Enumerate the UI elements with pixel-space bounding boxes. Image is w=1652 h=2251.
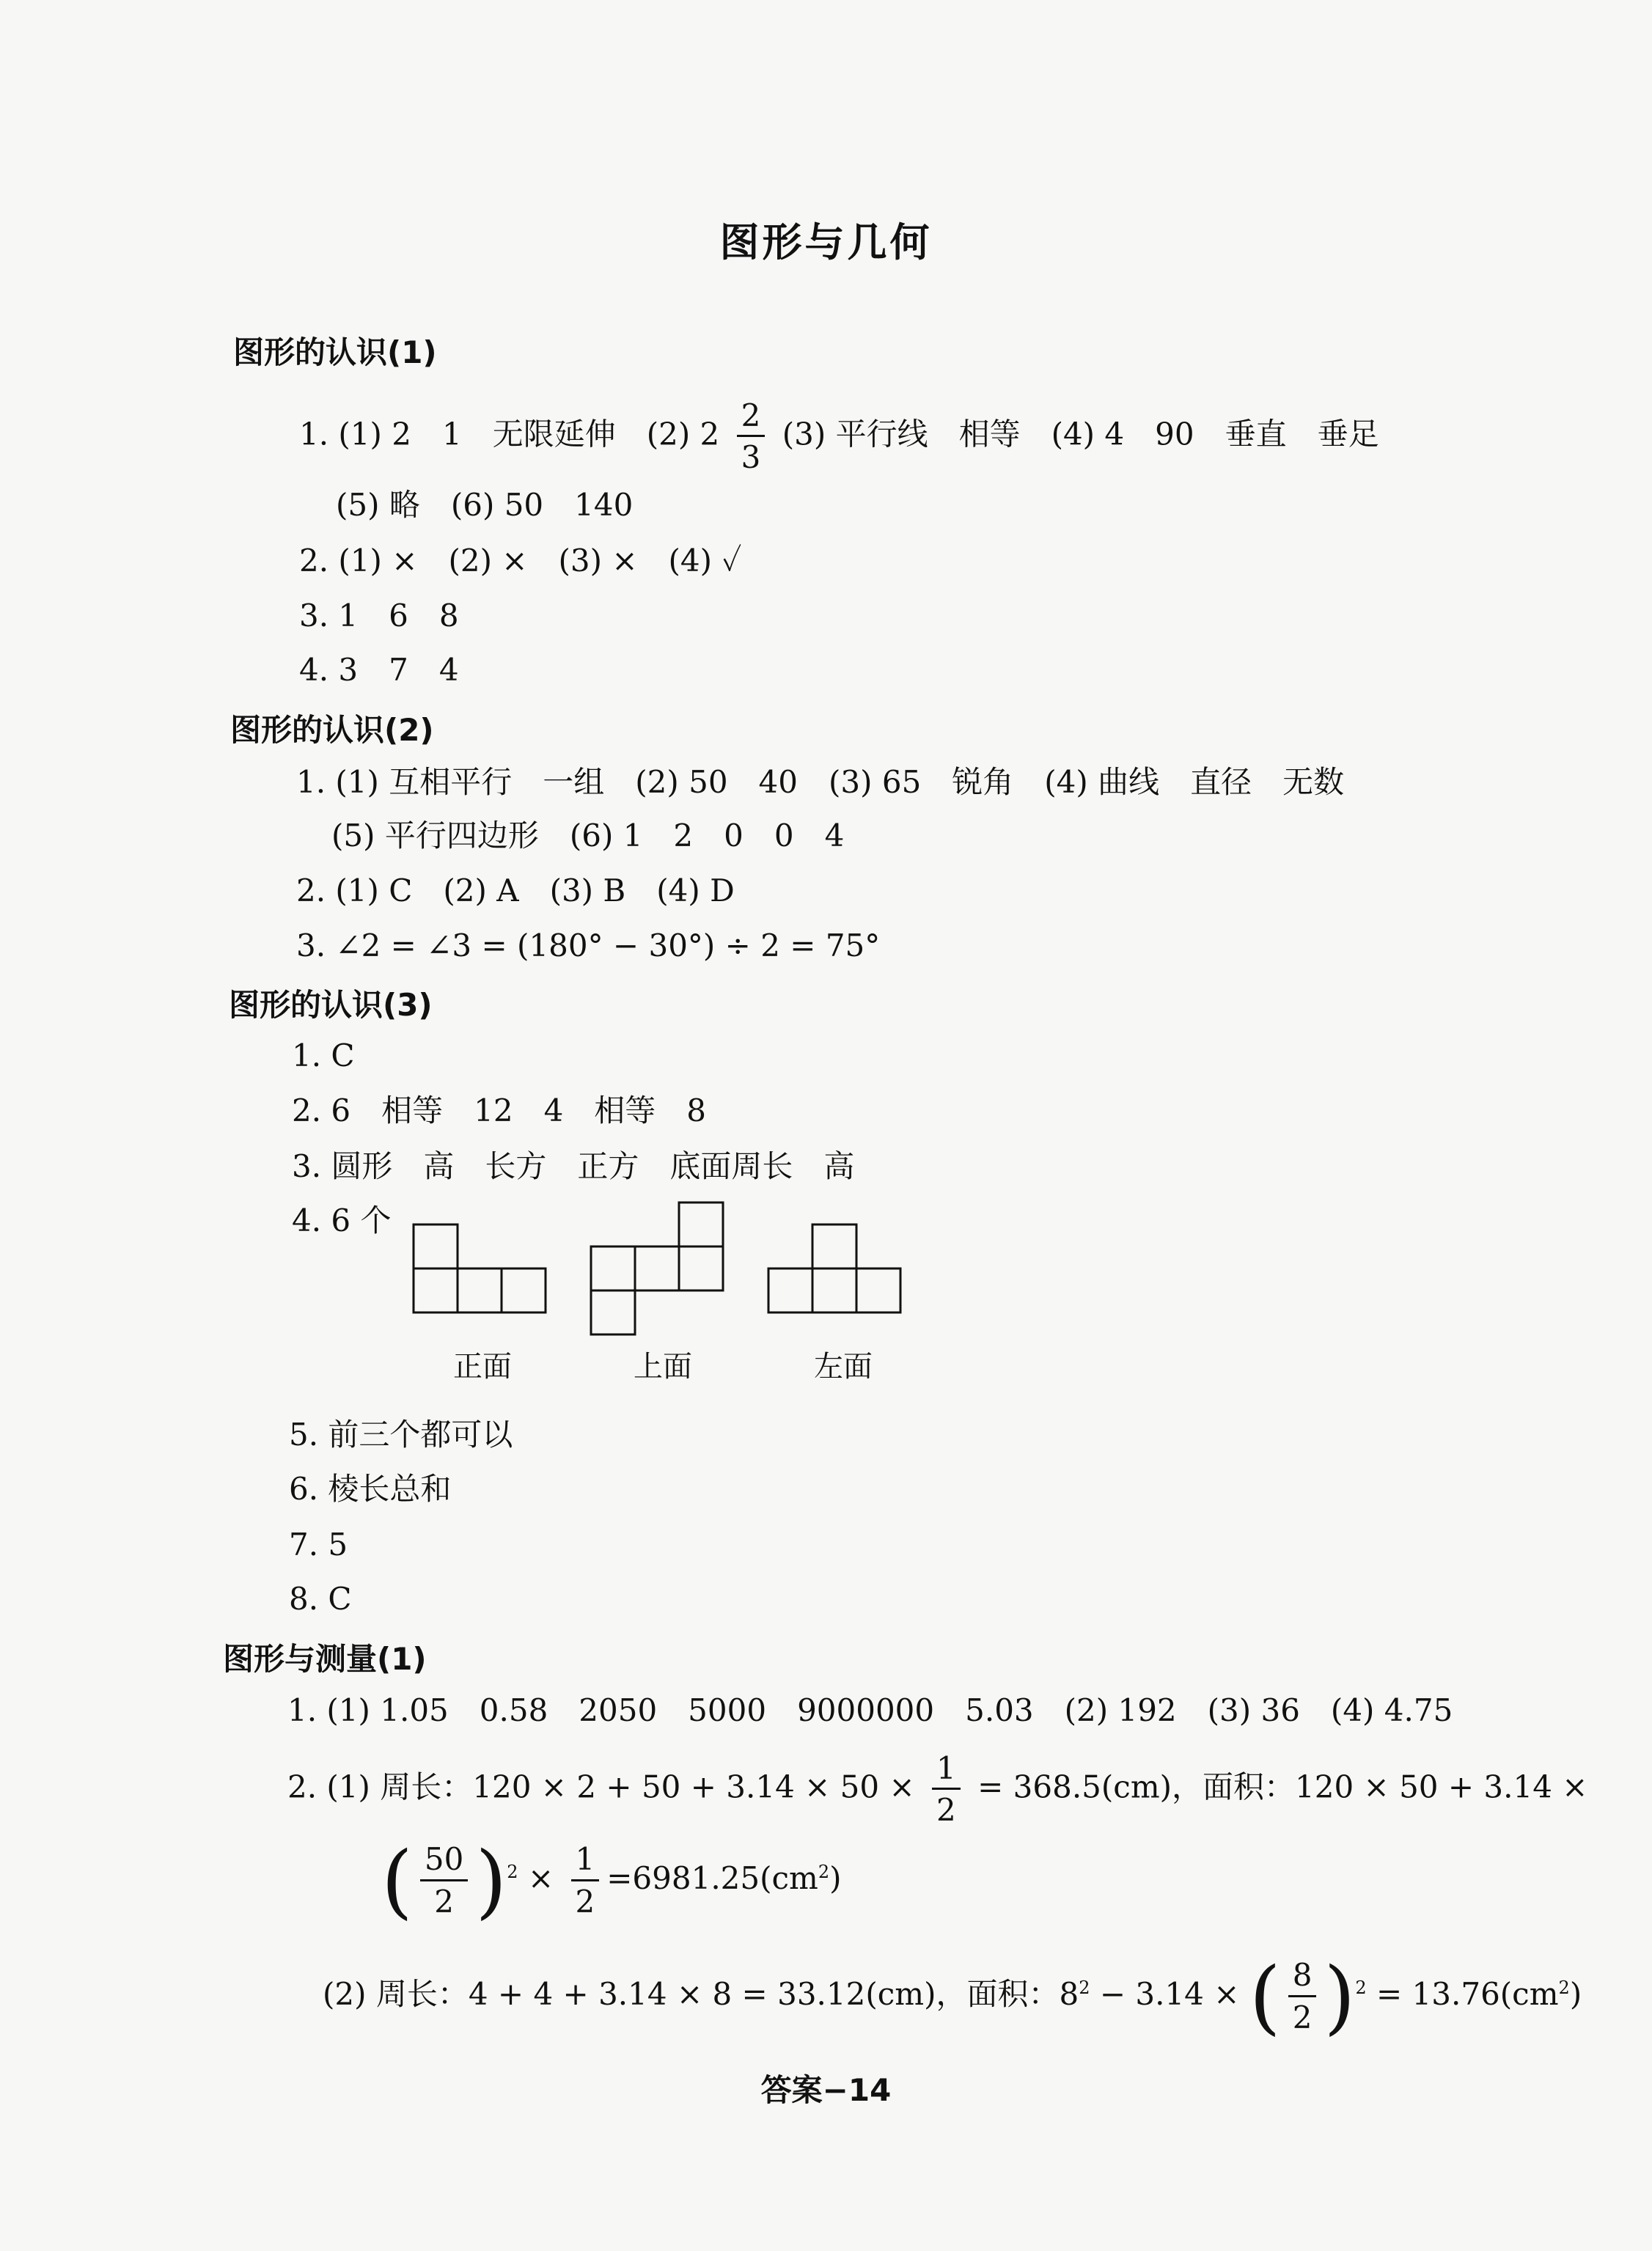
s2-line-3: 2. (1) C (2) A (3) B (4) D (296, 873, 735, 908)
s4-line-2-part-b: = 368.5(cm)，面积：120 × 50 + 3.14 × (977, 1769, 1588, 1805)
s4-line-2-part-a: 2. (1) 周长：120 × 2 + 50 + 3.14 × 50 × (287, 1769, 915, 1805)
top-view-cell (591, 1246, 635, 1290)
s1-line-1 (299, 397, 1379, 476)
s4-line-4-part-c: = 13.76(cm (1376, 1976, 1559, 2012)
top-view-diagram (590, 1201, 726, 1337)
section-heading-shape-measurement-1: 图形与测量(1) (223, 1641, 427, 1677)
fraction-denominator: 2 (434, 1883, 455, 1920)
front-view-label: 正面 (453, 1350, 512, 1384)
exponent: 2 (507, 1862, 518, 1882)
times-sign: × (527, 1860, 554, 1896)
s4-line-3-fraction-1 (420, 1841, 468, 1920)
left-paren: ( (1249, 1950, 1281, 2043)
s3-line-3: 3. 圆形 高 长方 正方 底面周长 高 (292, 1148, 855, 1184)
front-view-cell (458, 1268, 502, 1312)
top-view-cell (635, 1246, 679, 1290)
left-view-cell (856, 1268, 900, 1312)
s4-line-2 (287, 1750, 1588, 1829)
s1-line-5: 4. 3 7 4 (299, 652, 459, 688)
s3-line-5: 5. 前三个都可以 (289, 1417, 513, 1453)
unit-exponent: 2 (818, 1862, 830, 1882)
fraction-numerator: 1 (936, 1750, 956, 1786)
left-view-label: 左面 (814, 1350, 873, 1384)
s3-line-1: 1. C (292, 1038, 355, 1073)
s3-line-4: 4. 6 个 (292, 1202, 392, 1238)
left-view-diagram (767, 1223, 903, 1315)
s3-line-8: 8. C (289, 1581, 352, 1617)
page-number: 答案−14 (760, 2072, 892, 2108)
fraction-denominator: 2 (936, 1792, 956, 1829)
s1-fraction-numerator: 2 (741, 397, 761, 433)
left-view-cell (812, 1268, 856, 1312)
top-view-cell (679, 1202, 723, 1246)
right-paren: ) (1324, 1950, 1356, 2043)
s4-line-3 (381, 1834, 842, 1928)
s1-line-3: 2. (1) × (2) × (3) × (4) ✓ (299, 543, 742, 579)
left-paren: ( (381, 1834, 413, 1928)
s3-line-2: 2. 6 相等 12 4 相等 8 (292, 1093, 707, 1128)
front-view-cell (414, 1268, 458, 1312)
s3-line-7: 7. 5 (289, 1527, 348, 1563)
unit-exponent: 2 (1558, 1978, 1570, 1998)
s1-fraction-denominator: 3 (741, 439, 761, 476)
s4-line-2-fraction (932, 1750, 961, 1829)
section-heading-shape-recognition-1: 图形的认识(1) (233, 334, 437, 370)
s3-line-6: 6. 棱长总和 (289, 1471, 452, 1507)
s1-fraction (737, 397, 766, 476)
close-paren: ) (1569, 1976, 1582, 2012)
top-view-cell (591, 1290, 635, 1334)
fraction-numerator: 50 (424, 1841, 464, 1878)
right-paren: ) (475, 1834, 507, 1928)
left-view-cell (812, 1224, 856, 1268)
front-view-cell (414, 1224, 458, 1268)
s4-line-3-fraction-2 (571, 1841, 600, 1920)
s1-line-2: (5) 略 (6) 50 140 (336, 487, 634, 523)
fraction-numerator: 1 (575, 1841, 595, 1878)
front-view-diagram (412, 1223, 548, 1315)
s2-line-4: 3. ∠2 = ∠3 = (180° − 30°) ÷ 2 = 75° (296, 928, 881, 963)
page-title: 图形与几何 (719, 219, 933, 265)
s4-line-3-result: =6981.25(cm (606, 1860, 818, 1896)
s1-line-4: 3. 1 6 8 (299, 598, 459, 634)
fraction-numerator: 8 (1292, 1957, 1313, 1994)
exponent: 2 (1079, 1978, 1090, 1998)
front-view-cell (502, 1268, 546, 1312)
close-paren: ) (829, 1860, 842, 1896)
s4-line-4-part-a: (2) 周长：4 + 4 + 3.14 × 8 = 33.12(cm)，面积：8 (323, 1976, 1079, 2012)
s4-line-4 (323, 1950, 1582, 2043)
s2-line-2: (5) 平行四边形 (6) 1 2 0 0 4 (331, 818, 845, 853)
s4-line-1: 1. (1) 1.05 0.58 2050 5000 9000000 5.03 (2) 192 (3) 36 (4) 4.75 (287, 1692, 1453, 1728)
section-heading-shape-recognition-3: 图形的认识(3) (229, 987, 433, 1023)
top-view-label: 上面 (634, 1350, 692, 1384)
exponent: 2 (1355, 1978, 1367, 1998)
s4-line-4-fraction (1288, 1959, 1317, 2033)
fraction-denominator: 2 (1292, 1999, 1313, 2035)
fraction-denominator: 2 (575, 1883, 595, 1920)
section-heading-shape-recognition-2: 图形的认识(2) (230, 712, 434, 748)
s4-line-4-part-b: − 3.14 × (1099, 1976, 1240, 2012)
left-view-cell (768, 1268, 812, 1312)
s2-line-1: 1. (1) 互相平行 一组 (2) 50 40 (3) 65 锐角 (4) 曲线 直径 无数 (296, 764, 1345, 800)
s1-line-1-part-b: (3) 平行线 相等 (4) 4 90 垂直 垂足 (782, 416, 1379, 452)
top-view-cell (679, 1246, 723, 1290)
s1-line-1-part-a: 1. (1) 2 1 无限延伸 (2) 2 (299, 416, 720, 452)
